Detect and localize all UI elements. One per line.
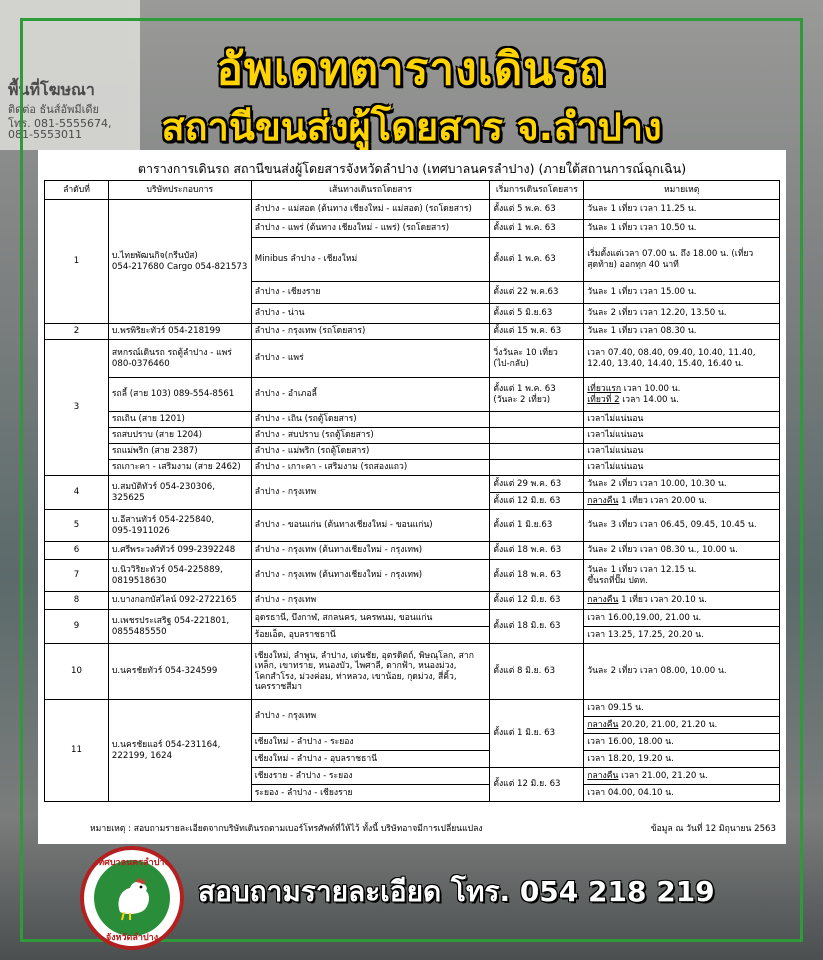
col-start: เริ่มการเดินรถโดยสาร [490, 181, 584, 200]
note-underlined: กลางคืน [587, 595, 619, 606]
route-cell: ระยอง - ลำปาง - เชียงราย [251, 785, 490, 802]
row-no: 8 [45, 592, 109, 610]
route-cell: อุดรธานี, บึงกาฬ, สกลนคร, นครพนม, ขอนแก่น [251, 610, 490, 627]
route-cell: Minibus ลำปาง - เชียงใหม่ [251, 238, 490, 282]
start-cell: ตั้งแต่ 22 พ.ค.63 [490, 282, 584, 304]
note-cell: วันละ 2 เที่ยว เวลา 08.00, 10.00 น. [584, 644, 780, 700]
start-cell: ตั้งแต่ 1 พ.ค. 63 (วันละ 2 เที่ยว) [490, 378, 584, 412]
route-cell: ลำปาง - น่าน [251, 304, 490, 324]
route-cell: เชียงใหม่ - ลำปาง - ระยอง [251, 734, 490, 751]
data-date: ข้อมูล ณ วันที่ 12 มิถุนายน 2563 [650, 824, 776, 834]
start-cell: วิ่งวันละ 10 เที่ยว (ไป-กลับ) [490, 340, 584, 378]
table-row [45, 324, 780, 340]
note-cell: เวลา 07.40, 08.40, 09.40, 10.40, 11.40, 12.40, 13.40, 14.40, 15.40, 16.40 น. [584, 340, 780, 378]
company-cell: สหกรณ์เดินรถ รถตู้ลำปาง - แพร่ 080-0376460 [108, 340, 251, 378]
table-row [45, 200, 780, 220]
note-cell: เวลา 04.00, 04.10 น. [584, 785, 780, 802]
sign-text-1: พื้นที่โฆษณา [8, 80, 95, 99]
route-cell: ลำปาง - แม่พริก (รถตู้โดยสาร) [251, 444, 490, 460]
headline-station: สถานีขนส่งผู้โดยสาร จ.ลำปาง [161, 105, 662, 149]
company-cell: บ.นครชัยแอร์ 054-231164, 222199, 1624 [108, 700, 251, 802]
route-cell: เชียงราย - ลำปาง - ระยอง [251, 768, 490, 785]
route-cell: เชียงใหม่, ลำพูน, ลำปาง, เด่นชัย, อุตรดิตถ์, พิษณุโลก, สากเหล็ก, เขาทราย, หนองบัว, ไพศาลี, ตากฟ้า, หนองม่วง, โคกสำโรง, ม่วงค่อม, ท่าหลวง, เขาน้อย, กุดม่วง, สี่คิ้ว, นครราชสีมา [251, 644, 490, 700]
start-cell: ตั้งแต่ 29 พ.ค. 63 [490, 476, 584, 493]
note-cell: เวลาไม่แน่นอน [584, 412, 780, 428]
route-cell: ลำปาง - กรุงเทพ [251, 700, 490, 734]
row-no: 6 [45, 542, 109, 560]
note-cell: เวลา 16.00, 18.00 น. [584, 734, 780, 751]
sign-text-4: 081-5553011 [8, 128, 82, 141]
start-cell: ตั้งแต่ 18 พ.ค. 63 [490, 560, 584, 592]
company-cell: รถเถิน (สาย 1201) [108, 412, 251, 428]
start-cell: ตั้งแต่ 12 มิ.ย. 63 [490, 592, 584, 610]
row-no: 9 [45, 610, 109, 644]
note-text: 1 เที่ยว เวลา 20.00 น. [618, 495, 708, 506]
start-cell [490, 444, 584, 460]
logo-text-bottom: จังหวัดลำปาง [105, 933, 159, 943]
row-no: 11 [45, 700, 109, 802]
company-cell: บ.นครชัยทัวร์ 054-324599 [108, 644, 251, 700]
table-row [45, 476, 780, 493]
note-text: เวลา 21.00, 21.20 น. [618, 770, 708, 781]
table-row [45, 560, 780, 592]
table-row [45, 460, 780, 476]
municipality-logo [80, 846, 184, 950]
company-cell: บ.สมบัติทัวร์ 054-230306, 325625 [108, 476, 251, 510]
start-cell: ตั้งแต่ 12 มิ.ย. 63 [490, 493, 584, 510]
schedule-sheet [38, 150, 786, 844]
table-row [45, 700, 780, 717]
start-cell: ตั้งแต่ 1 พ.ค. 63 [490, 220, 584, 238]
note-cell: เวลาไม่แน่นอน [584, 444, 780, 460]
note-underlined: เที่ยวที่ 2 [587, 394, 620, 405]
note-cell: วันละ 1 เที่ยว เวลา 11.25 น. [584, 200, 780, 220]
start-cell [490, 428, 584, 444]
start-cell: ตั้งแต่ 8 มิ.ย. 63 [490, 644, 584, 700]
company-cell: บ.ศรีพระวงศ์ทัวร์ 099-2392248 [108, 542, 251, 560]
table-row [45, 444, 780, 460]
start-cell: ตั้งแต่ 12 มิ.ย. 63 [490, 768, 584, 802]
company-cell: รถเกาะคา - เสริมงาม (สาย 2462) [108, 460, 251, 476]
col-company: บริษัทประกอบการ [108, 181, 251, 200]
start-cell: ตั้งแต่ 15 พ.ค. 63 [490, 324, 584, 340]
route-cell: ลำปาง - เกาะคา - เสริมงาม (รถสองแถว) [251, 460, 490, 476]
row-no: 1 [45, 200, 109, 324]
company-cell: บ.นิววิริยะทัวร์ 054-225889, 0819518630 [108, 560, 251, 592]
note-text: 1 เที่ยว เวลา 20.10 น. [618, 595, 708, 606]
schedule-table [44, 180, 780, 802]
company-cell: รถลี้ (สาย 103) 089-554-8561 [108, 378, 251, 412]
note-cell: เวลาไม่แน่นอน [584, 428, 780, 444]
note-cell: เวลาไม่แน่นอน [584, 460, 780, 476]
note-underlined: เที่ยวแรก [587, 384, 622, 395]
note-cell: วันละ 1 เที่ยว เวลา 15.00 น. [584, 282, 780, 304]
table-row [45, 378, 780, 412]
sign-text-2: ติดต่อ ธันส์อัพมีเดีย [8, 103, 99, 116]
note-cell [584, 768, 780, 785]
note-text: เวลา 14.00 น. [619, 394, 679, 405]
route-cell: เชียงใหม่ - ลำปาง - อุบลราชธานี [251, 751, 490, 768]
contact-phone: สอบถามรายละเอียด โทร. 054 218 219 [198, 875, 715, 908]
schedule-title: ตารางการเดินรถ สถานีขนส่งผู้โดยสารจังหวัดลำปาง (เทศบาลนครลำปาง) (ภายใต้สถานการณ์ฉุกเฉิน) [137, 161, 687, 176]
company-cell: บ.พรพิริยะทัวร์ 054-218199 [108, 324, 251, 340]
table-row [45, 592, 780, 610]
start-cell: ตั้งแต่ 1 พ.ค. 63 [490, 238, 584, 282]
route-cell: ลำปาง - กรุงเทพ [251, 476, 490, 510]
route-cell: ลำปาง - เชียงราย [251, 282, 490, 304]
table-row [45, 412, 780, 428]
note-cell: เวลา 18.20, 19.20 น. [584, 751, 780, 768]
row-no: 10 [45, 644, 109, 700]
footnote: หมายเหตุ : สอบถามรายละเอียดจากบริษัทเดินรถตามเบอร์โทรศัพท์ที่ให้ไว้ ทั้งนี้ บริษัทอาจมีการเปลี่ยนแปลง [90, 824, 483, 834]
note-underlined: กลางคืน [587, 719, 619, 730]
company-cell: บ.ไทยพัฒนกิจ(กรีนบัส) 054-217680 Cargo 054-821573 [108, 200, 251, 324]
rooster-icon [106, 872, 158, 924]
company-cell: บ.เพชรประเสริฐ 054-221801, 0855485550 [108, 610, 251, 644]
route-cell: ลำปาง - แพร่ (ต้นทาง เชียงใหม่ - แพร่) (รถโดยสาร) [251, 220, 490, 238]
col-route: เส้นทางเดินรถโดยสาร [251, 181, 490, 200]
note-cell: เวลา 16.00,19.00, 21.00 น. [584, 610, 780, 627]
headline-update: อัพเดทตารางเดินรถ [216, 44, 607, 95]
col-note: หมายเหตุ [584, 181, 780, 200]
row-no: 4 [45, 476, 109, 510]
route-cell: ลำปาง - กรุงเทพ (ต้นทางเชียงใหม่ - กรุงเทพ) [251, 542, 490, 560]
note-cell: วันละ 1 เที่ยว เวลา 12.15 น. ขึ้นรถที่ปั๊ม ปตท. [584, 560, 780, 592]
note-underlined: กลางคืน [587, 770, 619, 781]
start-cell: ตั้งแต่ 1 มิ.ย.63 [490, 510, 584, 542]
note-cell [584, 493, 780, 510]
table-row [45, 542, 780, 560]
note-cell [584, 378, 780, 412]
start-cell: ตั้งแต่ 1 มิ.ย. 63 [490, 700, 584, 768]
company-cell: รถสบปราบ (สาย 1204) [108, 428, 251, 444]
note-cell: เริ่มตั้งแต่เวลา 07.00 น. ถึง 18.00 น. (เที่ยวสุดท้าย) ออกทุก 40 นาที [584, 238, 780, 282]
start-cell [490, 460, 584, 476]
row-no: 3 [45, 340, 109, 476]
note-text: 20.20, 21.00, 21.20 น. [618, 719, 718, 730]
route-cell: ลำปาง - กรุงเทพ [251, 592, 490, 610]
route-cell: ลำปาง - แพร่ [251, 340, 490, 378]
route-cell: ลำปาง - อำเภอลี้ [251, 378, 490, 412]
route-cell: ร้อยเอ็ด, อุบลราชธานี [251, 627, 490, 644]
note-cell [584, 717, 780, 734]
route-cell: ลำปาง - สบปราบ (รถตู้โดยสาร) [251, 428, 490, 444]
table-row [45, 340, 780, 378]
table-row [45, 428, 780, 444]
route-cell: ลำปาง - เถิน (รถตู้โดยสาร) [251, 412, 490, 428]
route-cell: ลำปาง - กรุงเทพ (รถโดยสาร) [251, 324, 490, 340]
company-cell: บ.บางกอกบัสไลน์ 092-2722165 [108, 592, 251, 610]
sign-text-3: โทร. 081-5555674, [8, 117, 112, 130]
row-no: 2 [45, 324, 109, 340]
company-cell: บ.อีสานทัวร์ 054-225840, 095-1911026 [108, 510, 251, 542]
start-cell [490, 412, 584, 428]
note-cell: เวลา 13.25, 17.25, 20.20 น. [584, 627, 780, 644]
note-cell: วันละ 1 เที่ยว เวลา 08.30 น. [584, 324, 780, 340]
note-cell [584, 592, 780, 610]
start-cell: ตั้งแต่ 5 มิ.ย.63 [490, 304, 584, 324]
table-row [45, 610, 780, 627]
table-row [45, 510, 780, 542]
note-cell: วันละ 3 เที่ยว เวลา 06.45, 09.45, 10.45 น. [584, 510, 780, 542]
table-header-row [45, 181, 780, 200]
start-cell: ตั้งแต่ 5 พ.ค. 63 [490, 200, 584, 220]
note-cell: วันละ 2 เที่ยว เวลา 08.30 น., 10.00 น. [584, 542, 780, 560]
company-cell: รถแม่พริก (สาย 2387) [108, 444, 251, 460]
note-cell: เวลา 09.15 น. [584, 700, 780, 717]
route-cell: ลำปาง - แม่สอด (ต้นทาง เชียงใหม่ - แม่สอด) (รถโดยสาร) [251, 200, 490, 220]
note-cell: วันละ 2 เที่ยว เวลา 10.00, 10.30 น. [584, 476, 780, 493]
route-cell: ลำปาง - ขอนแก่น (ต้นทางเชียงใหม่ - ขอนแก่น) [251, 510, 490, 542]
note-cell: วันละ 1 เที่ยว เวลา 10.50 น. [584, 220, 780, 238]
route-cell: ลำปาง - กรุงเทพ (ต้นทางเชียงใหม่ - กรุงเทพ) [251, 560, 490, 592]
row-no: 5 [45, 510, 109, 542]
row-no: 7 [45, 560, 109, 592]
start-cell: ตั้งแต่ 18 พ.ค. 63 [490, 542, 584, 560]
start-cell: ตั้งแต่ 18 มิ.ย. 63 [490, 610, 584, 644]
table-row [45, 644, 780, 700]
note-underlined: กลางคืน [587, 495, 619, 506]
note-text: เวลา 10.00 น. [621, 384, 681, 395]
logo-text-top: เทศบาลนครลำปาง [95, 858, 169, 868]
col-no: ลำดับที่ [45, 181, 109, 200]
note-cell: วันละ 2 เที่ยว เวลา 12.20, 13.50 น. [584, 304, 780, 324]
